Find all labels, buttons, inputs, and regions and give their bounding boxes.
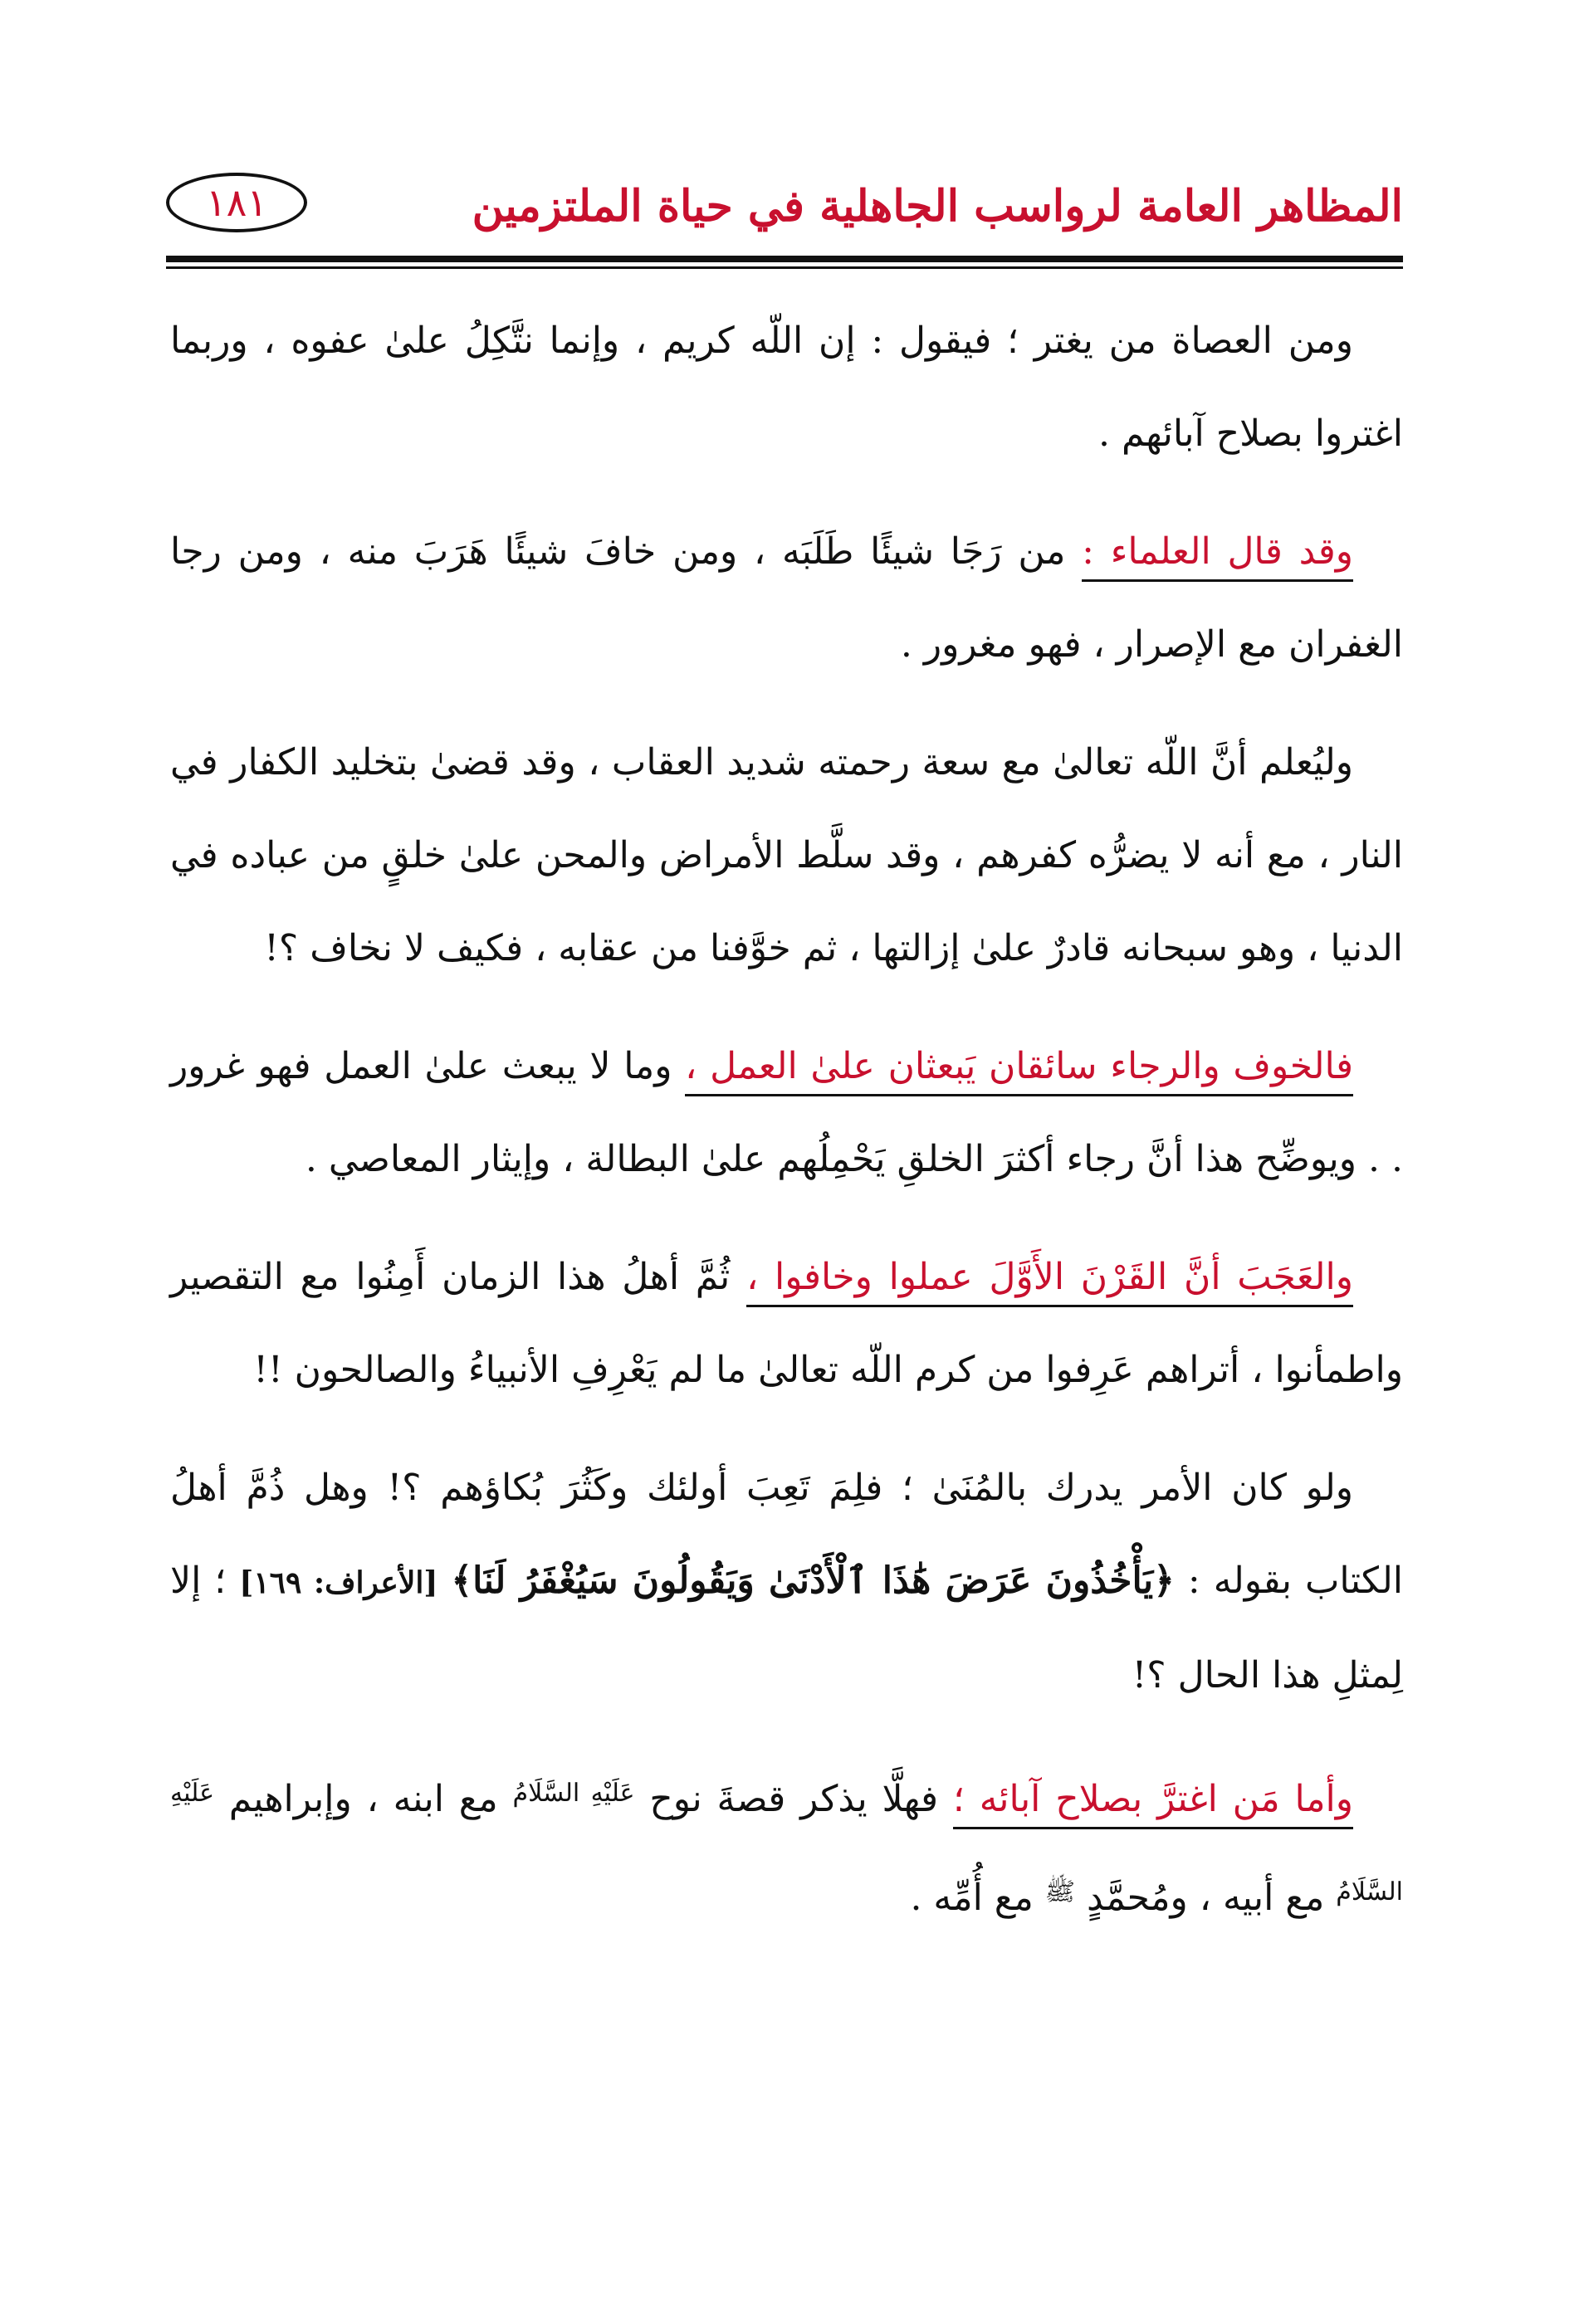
page-header	[166, 166, 1403, 257]
paragraph-7	[170, 1747, 1403, 1945]
paragraph-4	[170, 1020, 1403, 1206]
paragraph-6	[170, 1442, 1403, 1722]
verse-reference: [الأعراف: ١٦٩]	[239, 1565, 438, 1600]
honorific-glyph: عَلَيْهِ السَّلَامُ	[170, 1779, 1403, 1907]
paragraph-lead-underlined: والعَجَبَ أنَّ القَرْنَ الأَوَّلَ عملوا وخافوا ،	[746, 1256, 1353, 1307]
paragraph-text: من رَجَا شيئًا طَلَبَه ، ومن خافَ شيئًا هَرَبَ منه ، ومن رجا الغفران مع الإصرار ، فهو مغرور .	[170, 530, 1403, 666]
paragraph-text: ؛ إلا لِمثلِ هذا الحال ؟!	[170, 1560, 1403, 1697]
paragraph-text: مع أبيه ، ومُحمَّدٍ	[1087, 1877, 1325, 1919]
paragraph-text: وليُعلم أنَّ اللّه تعالىٰ مع سعة رحمته شديد العقاب ، وقد قضىٰ بتخليد الكفار في النار ، مع أنه لا يضرُّه كفرهم ، وقد سلَّط الأمراض والمحن علىٰ خلقٍ من عباده في الدنيا ، وهو سبحانه قادرٌ علىٰ إزالتها ، ثم خوَّفنا من عقابه ، فكيف لا نخاف ؟!	[170, 741, 1403, 969]
paragraph-text: مع أُمِّه .	[910, 1877, 1034, 1919]
page-body	[170, 295, 1403, 1970]
paragraph-text: مع ابنه ، وإبراهيم	[228, 1778, 498, 1820]
paragraph-3	[170, 716, 1403, 995]
running-title: المظاهر العامة لرواسب الجاهلية في حياة الملتزمين	[472, 181, 1403, 232]
honorific-glyph: عَلَيْهِ السَّلَامُ	[512, 1779, 635, 1808]
paragraph-lead-underlined: وقد قال العلماء :	[1082, 530, 1353, 582]
quran-verse: ﴿يَأْخُذُونَ عَرَضَ هَٰذَا ٱلْأَدْنَىٰ وَيَقُولُونَ سَيُغْفَرُ لَنَا﴾	[451, 1560, 1175, 1602]
paragraph-text: وما لا يبعث علىٰ العمل فهو غرور . . ويوضِّح هذا أنَّ رجاء أكثرَ الخلقِ يَحْمِلُهم علىٰ البطالة ، وإيثار المعاصي .	[170, 1045, 1403, 1180]
paragraph-5	[170, 1231, 1403, 1417]
paragraph-2	[170, 505, 1403, 691]
header-rule-thin	[166, 266, 1403, 269]
paragraph-1	[170, 295, 1403, 481]
page-number-oval	[166, 173, 307, 232]
paragraph-text: ومن العصاة من يغتر ؛ فيقول : إن اللّه كريم ، وإنما نتَّكِلُ علىٰ عفوه ، وربما اغتروا بصلاح آبائهم .	[170, 320, 1403, 455]
paragraph-lead-underlined: وأما مَن اغترَّ بصلاح آبائه ؛	[953, 1778, 1353, 1829]
paragraph-text: فهلَّا يذكر قصةَ نوح	[649, 1778, 939, 1820]
paragraph-text: ثُمَّ أهلُ هذا الزمان أَمِنُوا مع التقصير واطمأنوا ، أتراهم عَرِفوا من كرم اللّه تعالىٰ ما لم يَعْرِفِ الأنبياءُ والصالحون !!	[170, 1256, 1403, 1391]
paragraph-text: ولو كان الأمر يدرك بالمُنَىٰ ؛ فلِمَ تَعِبَ أولئك وكَثُرَ بُكاؤهم ؟! وهل ذُمَّ أهلُ الكتاب بقوله :	[170, 1467, 1403, 1602]
header-rule-thick	[166, 256, 1403, 262]
paragraph-lead-underlined: فالخوف والرجاء سائقان يَبعثان علىٰ العمل ،	[685, 1045, 1353, 1096]
page-number: ١٨١	[205, 180, 268, 225]
honorific-glyph: ﷺ	[1044, 1877, 1076, 1907]
